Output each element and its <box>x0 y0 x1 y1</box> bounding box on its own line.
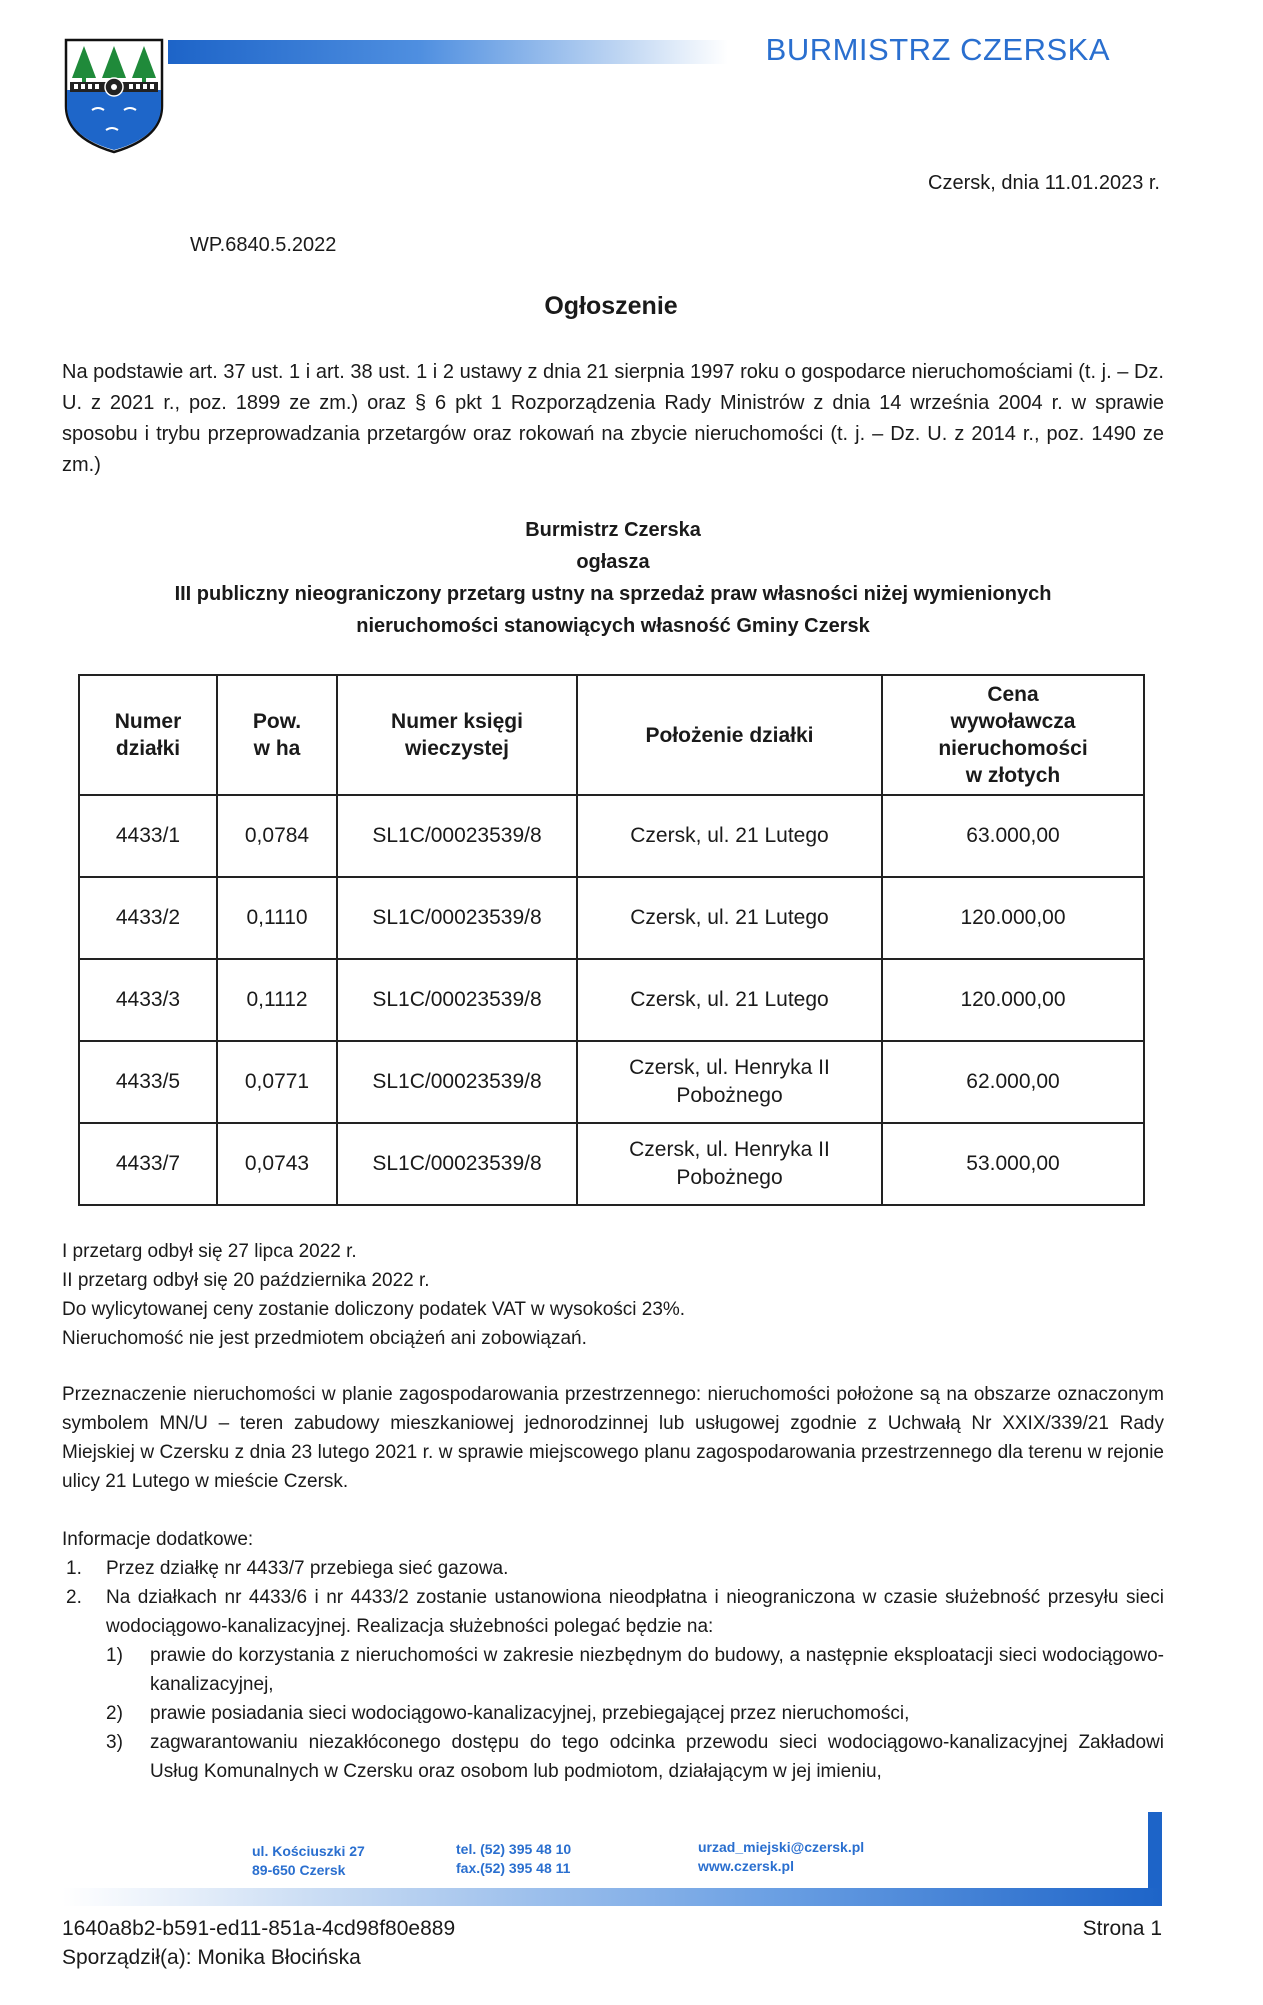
cell-area: 0,0784 <box>217 795 337 877</box>
list-item-number: 2. <box>66 1587 82 1608</box>
cell-location: Czersk, ul. 21 Lutego <box>577 877 882 959</box>
cell-location: Czersk, ul. 21 Lutego <box>577 959 882 1041</box>
cell-parcel: 4433/2 <box>79 877 217 959</box>
document-id-block <box>62 1914 455 1972</box>
table-row <box>79 1041 1144 1123</box>
announcement-subject-line-1: III publiczny nieograniczony przetarg ustny na sprzedaż praw własności niżej wymienionych <box>174 583 1052 605</box>
prepared-by: Sporządził(a): Monika Błocińska <box>62 1946 361 1969</box>
parcels-table <box>78 674 1145 1206</box>
footer-phone: tel. (52) 395 48 10 fax.(52) 395 48 11 <box>456 1841 572 1876</box>
cell-area: 0,1112 <box>217 959 337 1041</box>
footer-contact-online <box>698 1838 864 1876</box>
footer-gradient-bar <box>62 1888 1162 1906</box>
list-item-text: prawie do korzystania z nieruchomości w zakresie niezbędnym do budowy, a następnie eksploatacji sieci wodociągowo-kanalizacyjnej, <box>150 1645 1164 1695</box>
date-line: Czersk, dnia 11.01.2023 r. <box>928 172 1160 194</box>
document-id: 1640a8b2-b591-ed11-851a-4cd98f80e889 <box>62 1917 456 1940</box>
cell-land-register: SL1C/00023539/8 <box>337 1123 577 1205</box>
footer-address: ul. Kościuszki 27 89-650 Czersk <box>252 1843 365 1878</box>
header-area: Pow. w ha <box>217 675 337 795</box>
cell-parcel: 4433/1 <box>79 795 217 877</box>
additional-info-title: Informacje dodatkowe: <box>62 1529 254 1550</box>
cell-price: 120.000,00 <box>882 877 1144 959</box>
list-item-text: zagwarantowaniu niezakłóconego dostępu do tego odcinka przewodu sieci wodociągowo-kanalizacyjnej Zakładowi Usług Komunalnych w Czersku oraz osobom lub podmiotom, działającym w jej imieniu, <box>150 1732 1164 1782</box>
header-location: Położenie działki <box>577 675 882 795</box>
cell-area: 0,1110 <box>217 877 337 959</box>
header-starting-price: Cena wywoławcza nieruchomości w złotych <box>882 675 1144 795</box>
cell-location: Czersk, ul. 21 Lutego <box>577 795 882 877</box>
table-row <box>79 877 1144 959</box>
cell-parcel: 4433/3 <box>79 959 217 1041</box>
note-line: Nieruchomość nie jest przedmiotem obciążeń ani zobowiązań. <box>62 1328 587 1349</box>
announcement-block <box>62 514 1164 642</box>
cell-price: 63.000,00 <box>882 795 1144 877</box>
table-row <box>79 1123 1144 1205</box>
table-row <box>79 959 1144 1041</box>
note-line: II przetarg odbył się 20 października 2022 r. <box>62 1270 430 1291</box>
auction-notes <box>62 1237 685 1353</box>
cell-price: 120.000,00 <box>882 959 1144 1041</box>
page-number: Strona 1 <box>1082 1917 1162 1940</box>
coat-of-arms-logo <box>64 38 164 154</box>
reference-number: WP.6840.5.2022 <box>190 234 337 256</box>
list-item-number: 1) <box>106 1645 123 1666</box>
list-item-text: Przez działkę nr 4433/7 przebiega sieć gazowa. <box>106 1558 509 1579</box>
announcement-issuer: Burmistrz Czerska <box>525 519 701 541</box>
note-line: I przetarg odbył się 27 lipca 2022 r. <box>62 1241 357 1262</box>
announcement-subject-line-2: nieruchomości stanowiących własność Gminy Czersk <box>356 615 870 637</box>
footer-email[interactable]: urzad_miejski@czersk.pl <box>698 1839 865 1855</box>
cell-location: Czersk, ul. Henryka II Pobożnego <box>577 1123 882 1205</box>
cell-area: 0,0743 <box>217 1123 337 1205</box>
cell-price: 53.000,00 <box>882 1123 1144 1205</box>
header-title: BURMISTRZ CZERSKA <box>765 32 1110 67</box>
header-land-register: Numer księgi wieczystej <box>337 675 577 795</box>
cell-parcel: 4433/7 <box>79 1123 217 1205</box>
cell-area: 0,0771 <box>217 1041 337 1123</box>
cell-location: Czersk, ul. Henryka II Pobożnego <box>577 1041 882 1123</box>
cell-land-register: SL1C/00023539/8 <box>337 1041 577 1123</box>
cell-parcel: 4433/5 <box>79 1041 217 1123</box>
zoning-purpose-paragraph: Przeznaczenie nieruchomości w planie zagospodarowania przestrzennego: nieruchomości położone są na obszarze oznaczonym symbolem MN/U – teren zabudowy mieszkaniowej jednorodzinnej lub usługowej zgodnie z Uchwałą Nr XXIX/339/21 Rady Miejskiej w Czersku z dnia 23 lutego 2021 r. w sprawie miejscowego planu zagospodarowania przestrzennego dla terenu w rejonie ulicy 21 Lutego w mieście Czersk. <box>62 1384 1164 1492</box>
list-item-number: 2) <box>106 1703 123 1724</box>
note-line: Do wylicytowanej ceny zostanie doliczony podatek VAT w wysokości 23%. <box>62 1299 686 1320</box>
cell-land-register: SL1C/00023539/8 <box>337 877 577 959</box>
table-header-row <box>79 675 1144 795</box>
list-item-number: 3) <box>106 1732 123 1753</box>
cell-land-register: SL1C/00023539/8 <box>337 959 577 1041</box>
footer-website[interactable]: www.czersk.pl <box>698 1858 794 1874</box>
legal-basis-paragraph: Na podstawie art. 37 ust. 1 i art. 38 ust. 1 i 2 ustawy z dnia 21 sierpnia 1997 roku o gospodarce nieruchomościami (t. j. – Dz. U. z 2021 r., poz. 1899 ze zm.) oraz § 6 pkt 1 Rozporządzenia Rady Ministrów z dnia 14 września 2004 r. w sprawie sposobu i trybu przeprowadzania przetargów oraz rokowań na zbycie nieruchomości (t. j. – Dz. U. z 2014 r., poz. 1490 ze zm.) <box>62 361 1164 476</box>
document-heading: Ogłoszenie <box>544 292 678 320</box>
list-item-text: prawie posiadania sieci wodociągowo-kanalizacyjnej, przebiegającej przez nieruchomości, <box>150 1703 910 1724</box>
header-parcel-number: Numer działki <box>79 675 217 795</box>
cell-price: 62.000,00 <box>882 1041 1144 1123</box>
table-row <box>79 795 1144 877</box>
list-item-text: Na działkach nr 4433/6 i nr 4433/2 zostanie ustanowiona nieodpłatna i nieograniczona w czasie służebność przesyłu sieci wodociągowo-kanalizacyjnej. Realizacja służebności polegać będzie na: <box>106 1587 1164 1637</box>
cell-land-register: SL1C/00023539/8 <box>337 795 577 877</box>
announcement-verb: ogłasza <box>576 551 650 573</box>
list-item-number: 1. <box>66 1558 82 1579</box>
